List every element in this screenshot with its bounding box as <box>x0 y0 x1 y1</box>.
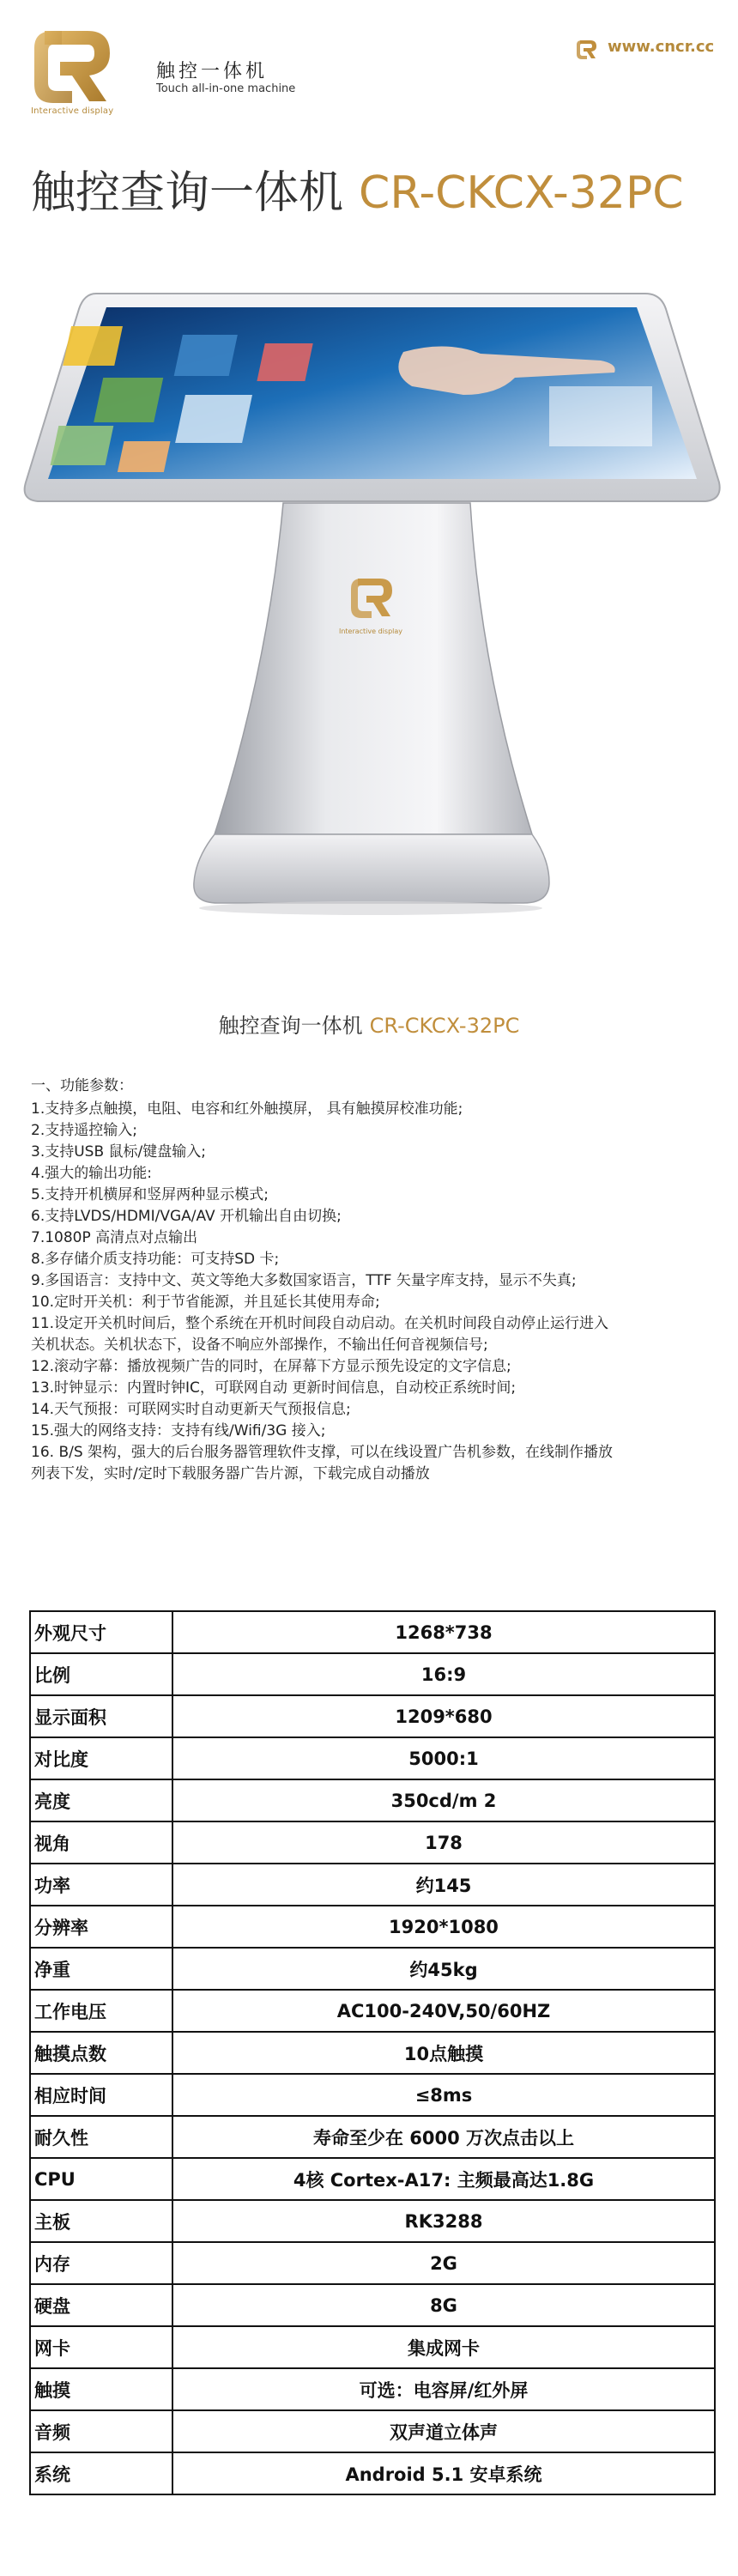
spec-key: 音频 <box>30 2410 172 2452</box>
title-cn: 触控查询一体机 <box>31 167 344 219</box>
table-row <box>30 2200 715 2242</box>
table-row <box>30 1906 715 1948</box>
spec-value: 约45kg <box>172 1948 715 1990</box>
table-row <box>30 1948 715 1990</box>
spec-value: 4核 Cortex-A17: 主频最高达1.8G <box>172 2158 715 2200</box>
table-row <box>30 2116 715 2158</box>
table-row <box>30 2452 715 2494</box>
feature-line: 2.支持遥控输入; <box>31 1122 137 1139</box>
spec-value: 16:9 <box>172 1653 715 1695</box>
spec-value: 寿命至少在 6000 万次点击以上 <box>172 2116 715 2158</box>
feature-line: 1.支持多点触摸，电阻、电容和红外触摸屏， 具有触摸屏校准功能; <box>31 1100 463 1118</box>
spec-value: 集成网卡 <box>172 2326 715 2368</box>
spec-key: 分辨率 <box>30 1906 172 1948</box>
table-row <box>30 2284 715 2326</box>
spec-key: 工作电压 <box>30 1990 172 2032</box>
stand-logo-tagline: Interactive display <box>338 627 403 635</box>
spec-value: Android 5.1 安卓系统 <box>172 2452 715 2494</box>
table-row <box>30 2326 715 2368</box>
page-title <box>31 156 684 221</box>
spec-value: 可选：电容屏/红外屏 <box>172 2368 715 2410</box>
feature-line: 12.滚动字幕：播放视频广告的同时，在屏幕下方显示预先设定的文字信息; <box>31 1358 511 1375</box>
table-row <box>30 1653 715 1695</box>
spec-key: 净重 <box>30 1948 172 1990</box>
spec-key: 比例 <box>30 1653 172 1695</box>
feature-line: 5.支持开机横屏和竖屏两种显示模式; <box>31 1186 269 1203</box>
table-row <box>30 1737 715 1779</box>
feature-line: 列表下发，实时/定时下载服务器广告片源，下载完成自动播放 <box>31 1465 430 1482</box>
spec-value: 2G <box>172 2242 715 2284</box>
feature-line: 16. B/S 架构，强大的后台服务器管理软件支撑，可以在线设置广告机参数，在线制作播放 <box>31 1444 614 1461</box>
spec-value: 10点触摸 <box>172 2032 715 2074</box>
spec-table <box>29 1610 716 2495</box>
spec-value: ≤8ms <box>172 2074 715 2116</box>
feature-line: 6.支持LVDS/HDMI/VGA/AV 开机输出自由切换; <box>31 1208 342 1225</box>
caption-cn: 触控查询一体机 <box>218 1014 363 1038</box>
table-row <box>30 2410 715 2452</box>
table-row <box>30 1821 715 1864</box>
product-image <box>0 258 738 944</box>
feature-line: 15.强大的网络支持：支持有线/Wifi/3G 接入; <box>31 1422 326 1440</box>
feature-line: 13.时钟显示：内置时钟IC，可联网自动 更新时间信息，自动校正系统时间; <box>31 1379 517 1397</box>
table-row <box>30 2158 715 2200</box>
spec-key: CPU <box>30 2158 172 2200</box>
spec-value: 5000:1 <box>172 1737 715 1779</box>
spec-key: 系统 <box>30 2452 172 2494</box>
website-url[interactable]: www.cncr.cc <box>608 38 715 56</box>
spec-key: 网卡 <box>30 2326 172 2368</box>
spec-value: 1920*1080 <box>172 1906 715 1948</box>
table-row <box>30 2242 715 2284</box>
feature-line: 9.多国语言：支持中文、英文等绝大多数国家语言，TTF 矢量字库支持，显示不失真; <box>31 1272 577 1289</box>
spec-value: 350cd/m 2 <box>172 1779 715 1821</box>
feature-line: 8.多存储介质支持功能：可支持SD 卡; <box>31 1251 280 1268</box>
header-category-en: Touch all-in-one machine <box>156 82 296 95</box>
spec-value: AC100-240V,50/60HZ <box>172 1990 715 2032</box>
spec-value: 8G <box>172 2284 715 2326</box>
feature-list <box>31 1076 717 1485</box>
spec-key: 内存 <box>30 2242 172 2284</box>
spec-value: 1268*738 <box>172 1611 715 1653</box>
spec-key: 对比度 <box>30 1737 172 1779</box>
feature-line: 11.设定开关机时间后，整个系统在开机时间段自动启动。在关机时间段自动停止运行进入 <box>31 1315 609 1332</box>
feature-line: 关机状态。关机状态下，设备不响应外部操作，不输出任何音视频信号; <box>31 1336 488 1354</box>
spec-value: RK3288 <box>172 2200 715 2242</box>
table-row <box>30 1611 715 1653</box>
spec-key: 外观尺寸 <box>30 1611 172 1653</box>
spec-key: 耐久性 <box>30 2116 172 2158</box>
brand-tagline: Interactive display <box>31 106 114 116</box>
spec-key: 触摸点数 <box>30 2032 172 2074</box>
feature-line: 3.支持USB 鼠标/键盘输入; <box>31 1143 206 1161</box>
table-row <box>30 1864 715 1906</box>
spec-value: 1209*680 <box>172 1695 715 1737</box>
table-row <box>30 1779 715 1821</box>
spec-key: 触摸 <box>30 2368 172 2410</box>
spec-value: 178 <box>172 1821 715 1864</box>
spec-key: 主板 <box>30 2200 172 2242</box>
header-category-cn: 触控一体机 <box>156 61 269 82</box>
brand-logo-icon <box>27 22 120 108</box>
table-row <box>30 1990 715 2032</box>
spec-value: 双声道立体声 <box>172 2410 715 2452</box>
spec-key: 相应时间 <box>30 2074 172 2116</box>
spec-key: 视角 <box>30 1821 172 1864</box>
feature-line: 14.天气预报：可联网实时自动更新天气预报信息; <box>31 1401 351 1418</box>
feature-line: 7.1080P 高清点对点输出 <box>31 1229 198 1246</box>
spec-value: 约145 <box>172 1864 715 1906</box>
product-caption <box>0 1009 738 1039</box>
table-row <box>30 2032 715 2074</box>
spec-key: 亮度 <box>30 1779 172 1821</box>
feature-line: 10.定时开关机：利于节省能源，并且延长其使用寿命; <box>31 1294 380 1311</box>
table-row <box>30 2368 715 2410</box>
table-row <box>30 2074 715 2116</box>
spec-key: 显示面积 <box>30 1695 172 1737</box>
caption-model: CR-CKCX-32PC <box>369 1014 520 1038</box>
feature-list-title: 一、功能参数： <box>31 1077 133 1094</box>
spec-key: 功率 <box>30 1864 172 1906</box>
stand-logo-icon <box>351 579 392 618</box>
small-brand-logo-icon <box>575 38 599 60</box>
feature-line: 4.强大的输出功能: <box>31 1165 152 1182</box>
table-row <box>30 1695 715 1737</box>
title-model: CR-CKCX-32PC <box>359 167 684 219</box>
spec-key: 硬盘 <box>30 2284 172 2326</box>
